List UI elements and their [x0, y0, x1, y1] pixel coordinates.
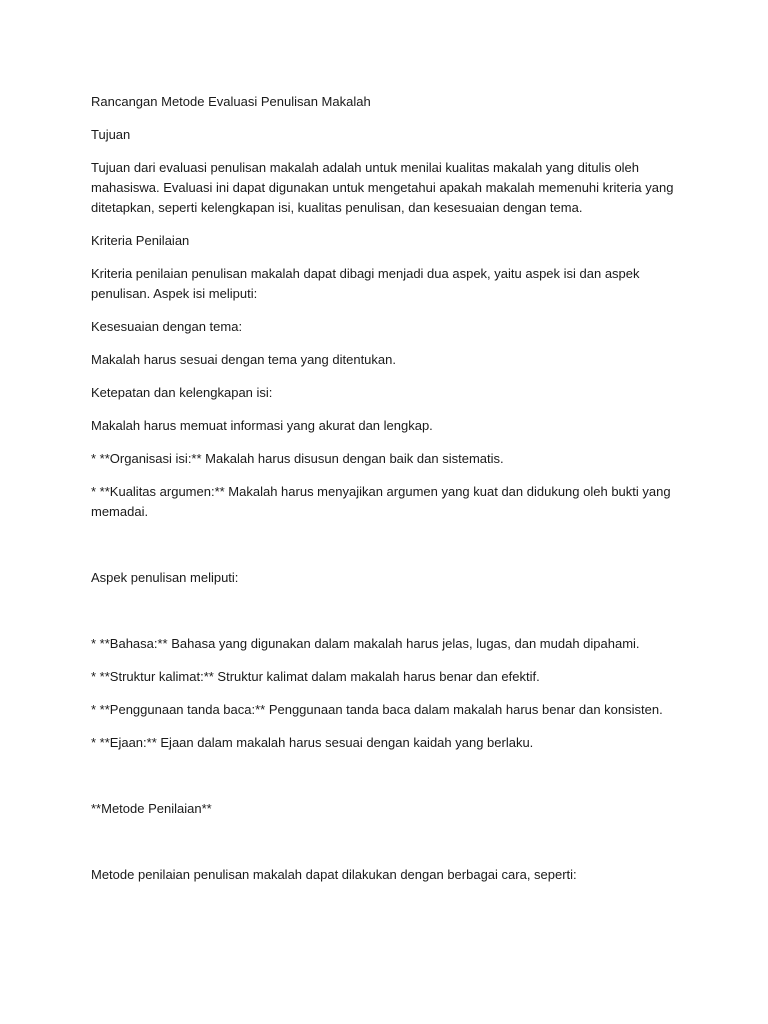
kriteria-heading: Kriteria Penilaian [91, 233, 190, 248]
document-title: Rancangan Metode Evaluasi Penulisan Makalah [91, 94, 371, 109]
kesesuaian-paragraph: Makalah harus sesuai dengan tema yang ditentukan. [91, 352, 396, 367]
tujuan-heading: Tujuan [91, 127, 131, 142]
isi-list-item: * **Kualitas argumen:** Makalah harus menyajikan argumen yang kuat dan didukung oleh bukti yang memadai. [91, 484, 671, 519]
ketepatan-paragraph: Makalah harus memuat informasi yang akurat dan lengkap. [91, 418, 433, 433]
metode-paragraph: Metode penilaian penulisan makalah dapat dilakukan dengan berbagai cara, seperti: [91, 867, 577, 882]
tujuan-paragraph: Tujuan dari evaluasi penulisan makalah adalah untuk menilai kualitas makalah yang ditulis oleh mahasiswa. Evaluasi ini dapat digunakan untuk mengetahui apakah makalah memenuhi kriteria yang ditetapkan, seperti kelengkapan isi, kualitas penulisan, dan kesesuaian dengan tema. [91, 160, 674, 215]
isi-list-item: * **Organisasi isi:** Makalah harus disusun dengan baik dan sistematis. [91, 451, 504, 466]
document-body [91, 92, 681, 898]
penulisan-list-item: * **Penggunaan tanda baca:** Penggunaan tanda baca dalam makalah harus benar dan konsisten. [91, 702, 663, 717]
ketepatan-heading: Ketepatan dan kelengkapan isi: [91, 385, 273, 400]
penulisan-list-item: * **Ejaan:** Ejaan dalam makalah harus sesuai dengan kaidah yang berlaku. [91, 735, 534, 750]
metode-heading: **Metode Penilaian** [91, 801, 212, 816]
penulisan-list-item: * **Bahasa:** Bahasa yang digunakan dalam makalah harus jelas, lugas, dan mudah dipahami. [91, 636, 640, 651]
penulisan-heading: Aspek penulisan meliputi: [91, 570, 239, 585]
penulisan-list-item: * **Struktur kalimat:** Struktur kalimat dalam makalah harus benar dan efektif. [91, 669, 540, 684]
kesesuaian-heading: Kesesuaian dengan tema: [91, 319, 243, 334]
kriteria-paragraph: Kriteria penilaian penulisan makalah dapat dibagi menjadi dua aspek, yaitu aspek isi dan aspek penulisan. Aspek isi meliputi: [91, 266, 640, 301]
